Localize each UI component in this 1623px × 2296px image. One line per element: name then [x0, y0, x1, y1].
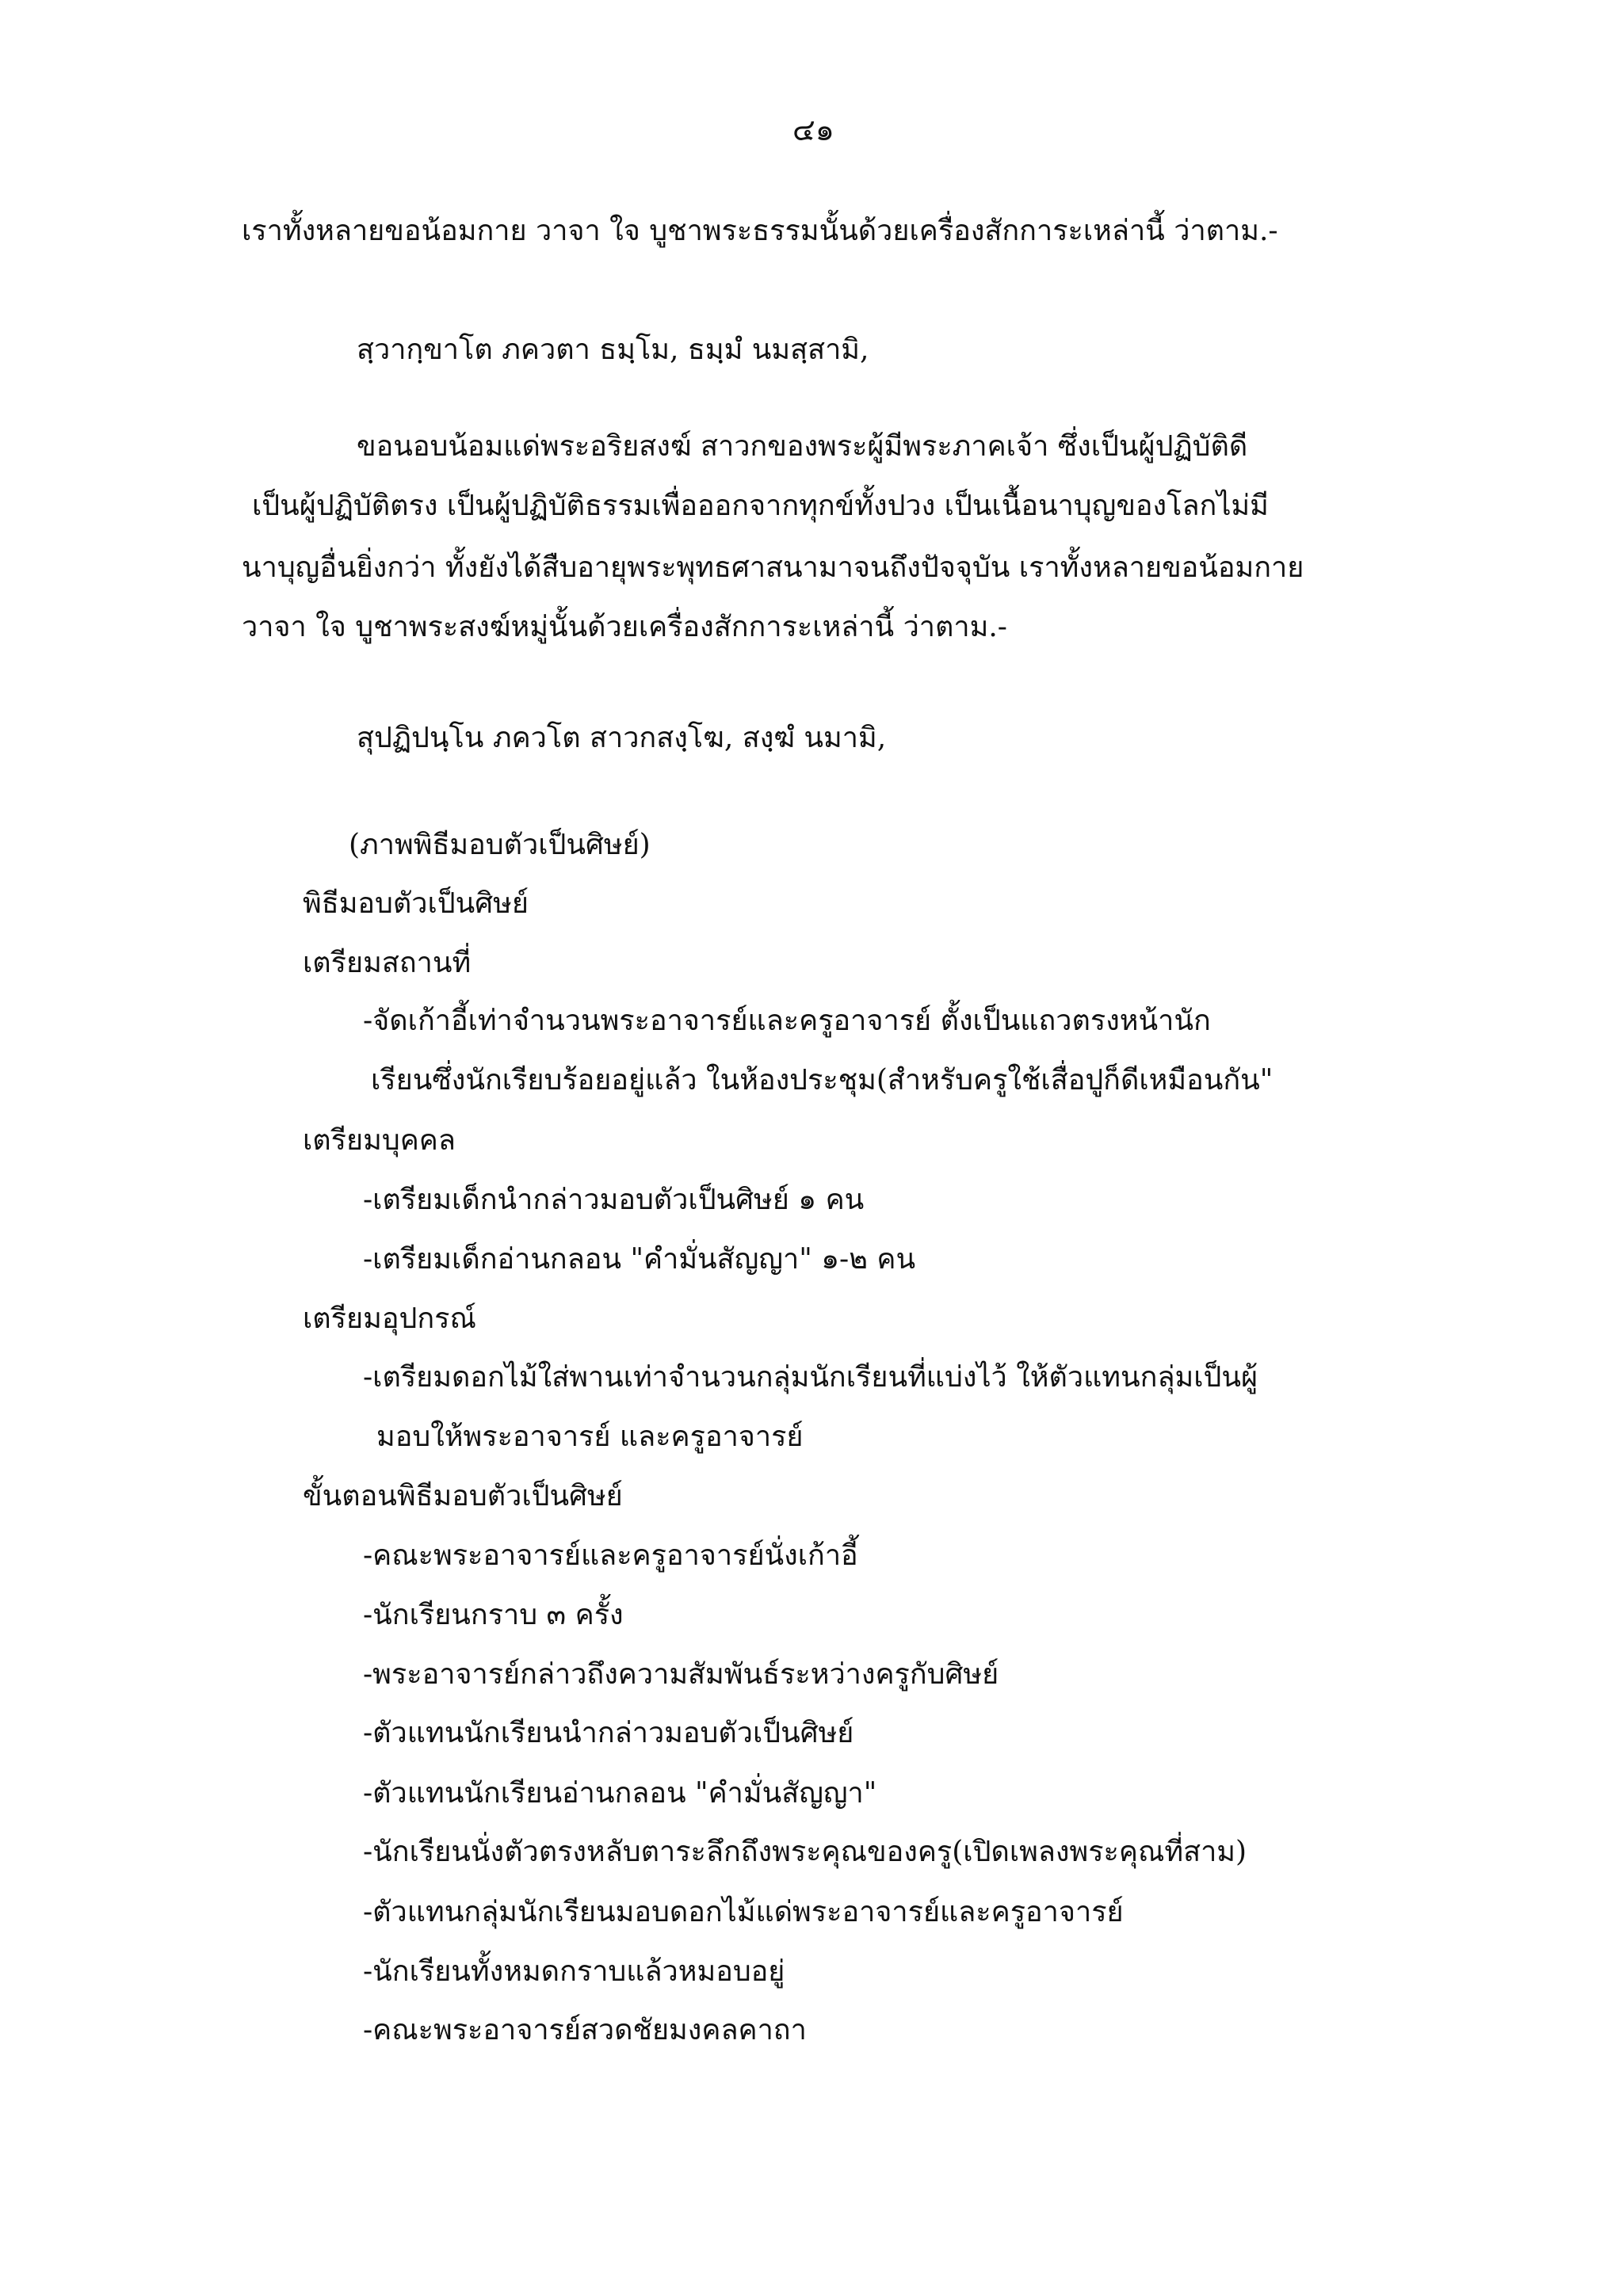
list-item: มอบให้พระอาจารย์ และครูอาจารย์	[376, 1421, 804, 1453]
subheading: เตรียมสถานที่	[303, 947, 472, 979]
page-number: ๔๑	[792, 113, 834, 147]
list-item: -ตัวแทนกลุ่มนักเรียนมอบดอกไม้แด่พระอาจารย์และครูอาจารย์	[363, 1896, 1124, 1928]
list-item: -นักเรียนทั้งหมดกราบแล้วหมอบอยู่	[363, 1955, 785, 1988]
text-line: วาจา ใจ บูชาพระสงฆ์หมู่นั้นด้วยเครื่องสักการะเหล่านี้ ว่าตาม.-	[242, 611, 1007, 643]
list-item: -นักเรียนกราบ ๓ ครั้ง	[363, 1599, 624, 1631]
subheading: เตรียมอุปกรณ์	[303, 1302, 476, 1335]
list-item: -นักเรียนนั่งตัวตรงหลับตาระลึกถึงพระคุณของครู(เปิดเพลงพระคุณที่สาม)	[363, 1836, 1247, 1868]
list-item: -ตัวแทนนักเรียนนำกล่าวมอบตัวเป็นศิษย์	[363, 1717, 854, 1749]
list-item: -จัดเก้าอี้เท่าจำนวนพระอาจารย์และครูอาจารย์ ตั้งเป็นแถวตรงหน้านัก	[363, 1005, 1211, 1037]
text-line: เราทั้งหลายขอน้อมกาย วาจา ใจ บูชาพระธรรมนั้นด้วยเครื่องสักการะเหล่านี้ ว่าตาม.-	[242, 215, 1278, 247]
text-line: ขอนอบน้อมแด่พระอริยสงฆ์ สาวกของพระผู้มีพระภาคเจ้า ซึ่งเป็นผู้ปฏิบัติดี	[357, 430, 1248, 463]
list-item: -พระอาจารย์กล่าวถึงความสัมพันธ์ระหว่างครูกับศิษย์	[363, 1658, 999, 1691]
text-line: นาบุญอื่นยิ่งกว่า ทั้งยังได้สืบอายุพระพุทธศาสนามาจนถึงปัจจุบัน เราทั้งหลายขอน้อมกาย	[242, 551, 1304, 584]
subheading: เตรียมบุคคล	[303, 1124, 456, 1157]
list-item: -ตัวแทนนักเรียนอ่านกลอน "คำมั่นสัญญา"	[363, 1777, 877, 1810]
list-item: -เตรียมเด็กอ่านกลอน "คำมั่นสัญญา" ๑-๒ คน	[363, 1243, 916, 1276]
list-item: -เตรียมดอกไม้ใส่พานเท่าจำนวนกลุ่มนักเรียนที่แบ่งไว้ ให้ตัวแทนกลุ่มเป็นผู้	[363, 1361, 1258, 1394]
subheading: ขั้นตอนพิธีมอบตัวเป็นศิษย์	[303, 1480, 623, 1512]
list-item: -คณะพระอาจารย์สวดชัยมงคลคาถา	[363, 2014, 807, 2046]
text-line: เป็นผู้ปฏิบัติตรง เป็นผู้ปฏิบัติธรรมเพื่อออกจากทุกข์ทั้งปวง เป็นเนื้อนาบุญของโลกไม่มี	[252, 490, 1269, 522]
list-item: เรียนซึ่งนักเรียบร้อยอยู่แล้ว ในห้องประชุม(สำหรับครูใช้เสื่อปูก็ดีเหมือนกัน"	[371, 1064, 1274, 1097]
list-item: -คณะพระอาจารย์และครูอาจารย์นั่งเก้าอี้	[363, 1539, 858, 1572]
section-heading: พิธีมอบตัวเป็นศิษย์	[303, 887, 529, 920]
list-item: -เตรียมเด็กนำกล่าวมอบตัวเป็นศิษย์ ๑ คน	[363, 1184, 865, 1216]
text-line: สุปฏิปนฺโน ภควโต สาวกสงฺโฆ, สงฺฆํ นมามิ,	[357, 722, 887, 754]
image-caption: (ภาพพิธีมอบตัวเป็นศิษย์)	[349, 829, 651, 861]
text-line: สฺวากฺขาโต ภควตา ธมฺโม, ธมฺมํ นมสฺสามิ,	[357, 334, 869, 366]
